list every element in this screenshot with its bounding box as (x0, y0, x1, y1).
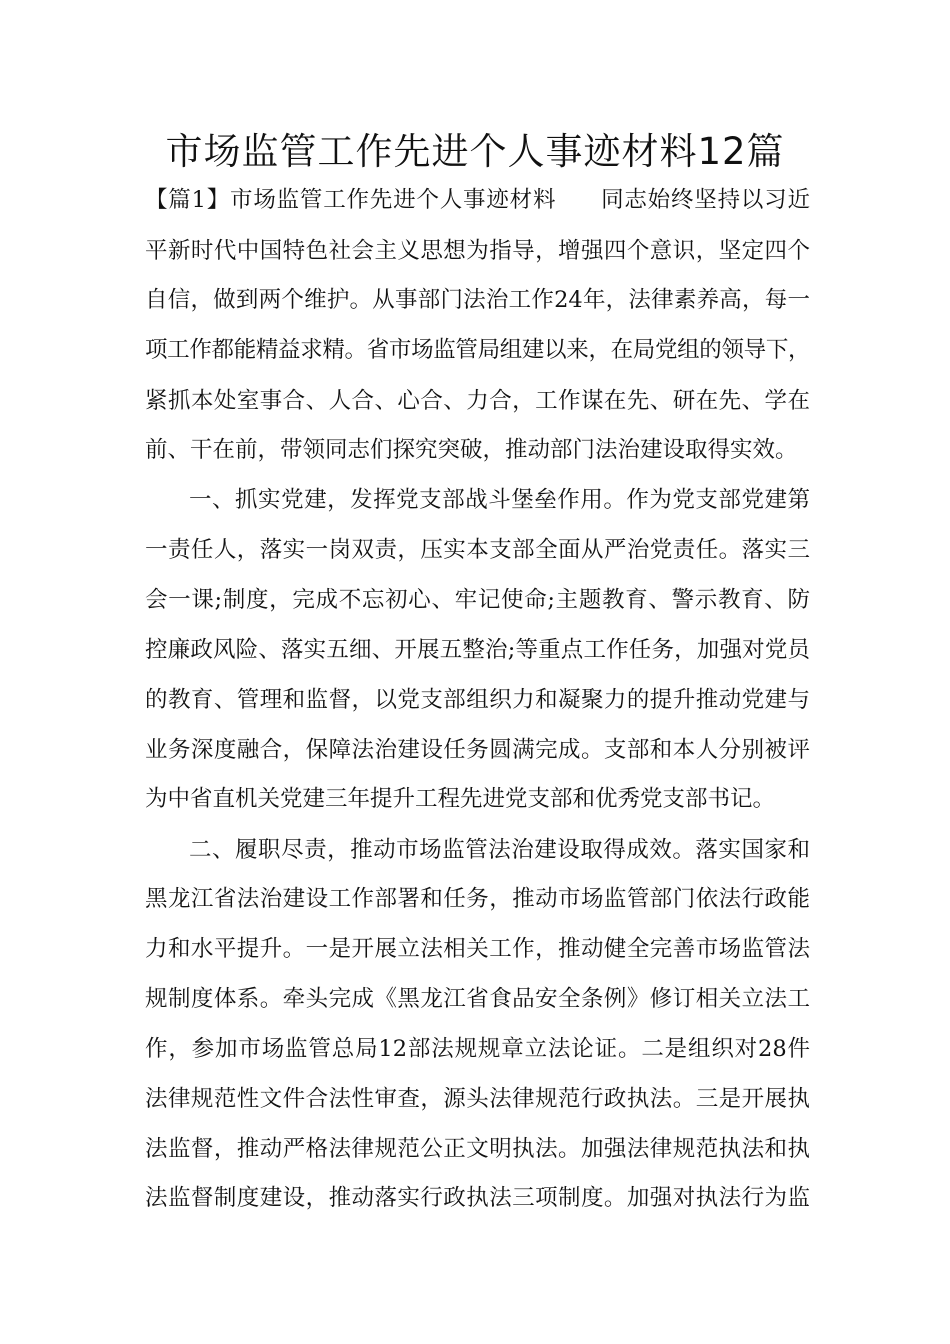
text-line-19: 法律规范性文件合法性审查，源头法律规范行政执法。三是开展执 (145, 1086, 810, 1112)
text-line-4: 项工作都能精益求精。省市场监管局组建以来，在局党组的领导下， (145, 337, 810, 363)
text-line-9: 会一课;制度，完成不忘初心、牢记使命;主题教育、警示教育、防 (145, 587, 810, 613)
text-line-18: 作，参加市场监管总局12部法规规章立法论证。二是组织对28件 (145, 1036, 810, 1062)
text-line-17: 规制度体系。牵头完成《黑龙江省食品安全条例》修订相关立法工 (145, 986, 810, 1012)
text-line-14: 二、履职尽责，推动市场监管法治建设取得成效。落实国家和 (189, 837, 810, 863)
text-line-13: 为中省直机关党建三年提升工程先进党支部和优秀党支部书记。 (145, 786, 776, 812)
text-line-3: 自信，做到两个维护。从事部门法治工作24年，法律素养高，每一 (145, 287, 810, 313)
text-line-11: 的教育、管理和监督，以党支部组织力和凝聚力的提升推动党建与 (145, 687, 810, 713)
text-line-5: 紧抓本处室事合、人合、心合、力合，工作谋在先、研在先、学在 (145, 388, 810, 414)
text-line-1 (145, 180, 810, 220)
text-line-2: 平新时代中国特色社会主义思想为指导，增强四个意识，坚定四个 (145, 238, 810, 264)
section-marker: 【篇1】 (145, 187, 231, 213)
text-line-6: 前、干在前，带领同志们探究突破，推动部门法治建设取得实效。 (145, 437, 798, 463)
text-line-15: 黑龙江省法治建设工作部署和任务，推动市场监管部门依法行政能 (145, 886, 810, 912)
document-title: 市场监管工作先进个人事迹材料12篇 (165, 130, 785, 173)
text-line-7: 一、抓实党建，发挥党支部战斗堡垒作用。作为党支部党建第 (189, 487, 810, 513)
section-heading: 市场监管工作先进个人事迹材料 (230, 187, 557, 213)
text-line-8: 一责任人，落实一岗双责，压实本支部全面从严治党责任。落实三 (145, 537, 810, 563)
text-line-16: 力和水平提升。一是开展立法相关工作，推动健全完善市场监管法 (145, 936, 810, 962)
text-line-12: 业务深度融合，保障法治建设任务圆满完成。支部和本人分别被评 (145, 737, 810, 763)
text-line-10: 控廉政风险、落实五细、开展五整治;等重点工作任务，加强对党员 (145, 637, 810, 663)
text-line-21: 法监督制度建设，推动落实行政执法三项制度。加强对执法行为监 (145, 1185, 810, 1211)
text-line-20: 法监督，推动严格法律规范公正文明执法。加强法律规范执法和执 (145, 1136, 810, 1162)
text-line-1-body: 同志始终坚持以习近 (600, 187, 810, 213)
